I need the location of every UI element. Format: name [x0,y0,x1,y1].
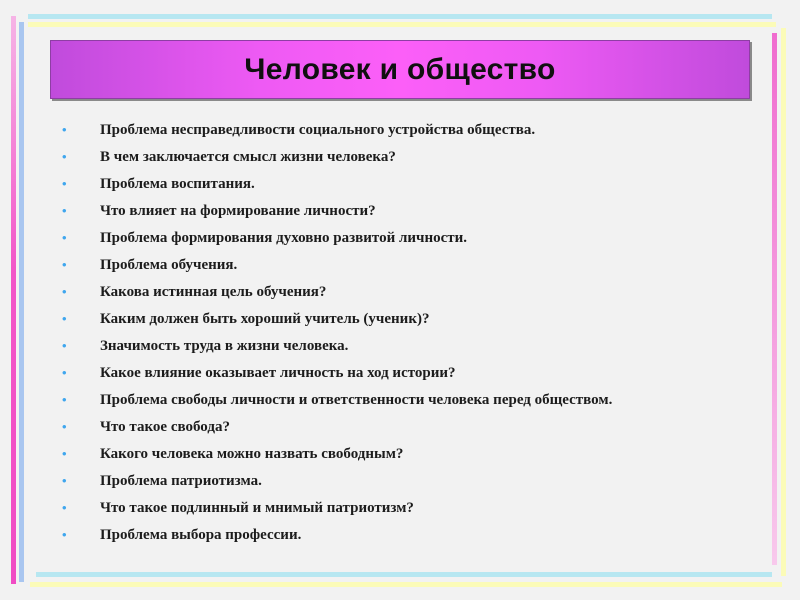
list-item-text: Значимость труда в жизни человека. [100,338,349,354]
list-item-text: Проблема несправедливости социального устройства общества. [100,122,536,138]
list-item-text: Какого человека можно назвать свободным? [100,446,404,462]
bullet-icon: • [62,311,67,326]
bullet-icon: • [62,257,67,272]
list-item [62,472,748,490]
list-item-text: Какое влияние оказывает личность на ход истории? [100,365,456,381]
decor-stripe-right-pink [772,33,777,565]
bullet-icon: • [62,500,67,515]
list-item-text: Проблема обучения. [100,257,238,273]
list-item [62,283,748,301]
bullet-icon: • [62,230,67,245]
decor-stripe-right-yellow [781,28,786,576]
bullet-icon: • [62,527,67,542]
decor-stripe-bottom-yellow [30,582,782,587]
bullet-icon: • [62,203,67,218]
list-item [62,364,748,382]
list-item [62,121,748,139]
bullet-icon: • [62,392,67,407]
list-item-text: Что такое подлинный и мнимый патриотизм? [100,500,414,516]
list-item [62,148,748,166]
list-item [62,526,748,544]
bullet-icon: • [62,365,67,380]
bullet-icon: • [62,176,67,191]
bullet-icon: • [62,446,67,461]
bullet-icon: • [62,338,67,353]
list-item [62,418,748,436]
list-item-text: Какова истинная цель обучения? [100,284,327,300]
bullet-icon: • [62,122,67,137]
list-item-text: Проблема свободы личности и ответственности человека перед обществом. [100,392,613,408]
decor-stripe-bottom-cyan [36,572,772,577]
list-item-text: Проблема патриотизма. [100,473,262,489]
list-item-text: Проблема формирования духовно развитой личности. [100,230,468,246]
list-item-text: Проблема воспитания. [100,176,255,192]
list-item [62,499,748,517]
decor-stripe-top-cyan [28,14,772,19]
list-item [62,391,748,409]
list-item [62,445,748,463]
decor-stripe-top-yellow [28,22,776,27]
bullet-icon: • [62,473,67,488]
list-item-text: Что влияет на формирование личности? [100,203,376,219]
slide-title-box [50,40,750,99]
list-item-text: Что такое свобода? [100,419,230,435]
list-item [62,310,748,328]
bullet-list [62,121,748,553]
slide-title: Человек и общество [244,52,556,86]
list-item [62,202,748,220]
list-item [62,175,748,193]
list-item [62,229,748,247]
list-item-text: Проблема выбора профессии. [100,527,302,543]
list-item [62,337,748,355]
decor-stripe-left-pink [11,16,16,584]
list-item-text: Каким должен быть хороший учитель (ученик)? [100,311,430,327]
list-item [62,256,748,274]
bullet-icon: • [62,149,67,164]
decor-stripe-left-blue [19,22,24,582]
bullet-icon: • [62,284,67,299]
list-item-text: В чем заключается смысл жизни человека? [100,149,396,165]
bullet-icon: • [62,419,67,434]
